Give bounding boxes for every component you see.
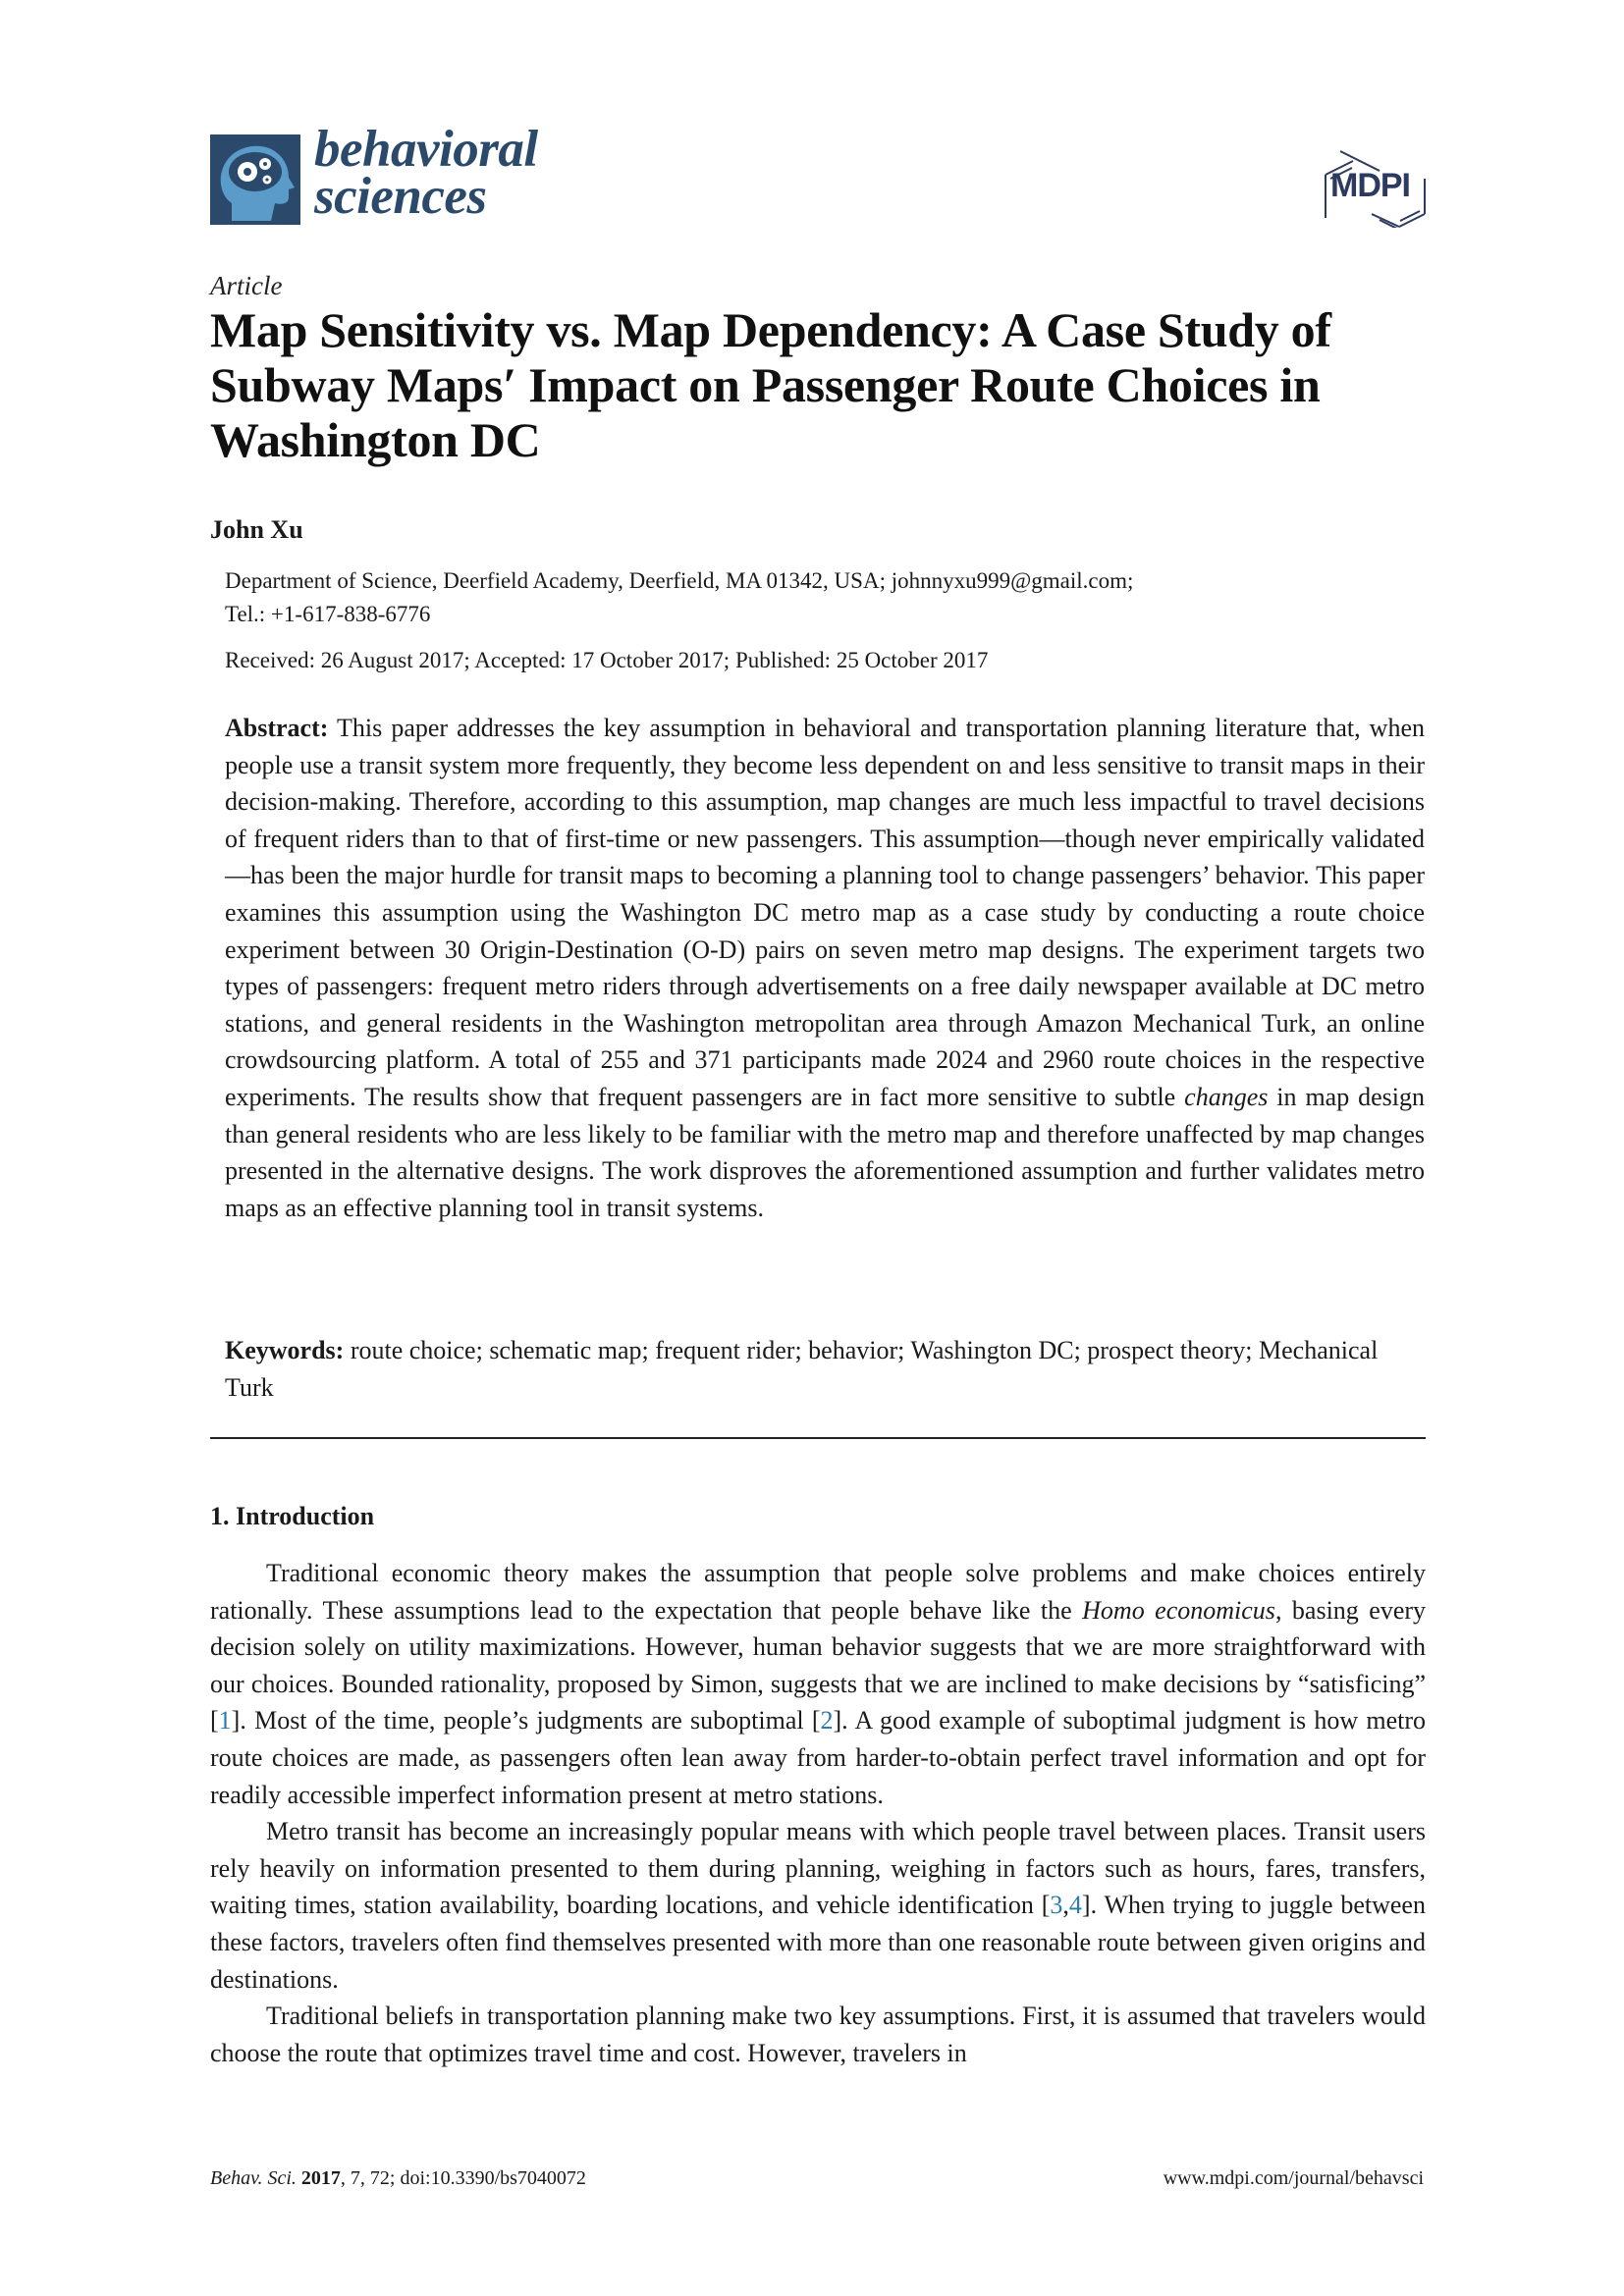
page-title: Map Sensitivity vs. Map Dependency: A Case Study of Subway Maps′ Impact on Passenger Route Choices in Washington DC [210, 302, 1331, 467]
journal-name-line1: behavioral [314, 121, 538, 178]
journal-logo [210, 134, 300, 225]
journal-name-line2: sciences [314, 168, 487, 225]
abstract-label: Abstract: [225, 714, 329, 742]
citation-link[interactable]: 1 [218, 1706, 232, 1735]
text: Metro transit has become an increasingly popular means with which people travel between places. Transit users rely heavily on information presented to them during planning, weighing in factors such as hours, fares, transfers, waiting times, station availability, boarding locations, and vehicle identification [ [210, 1817, 1426, 1920]
abstract-text-end: in map design than general residents who are less likely to be familiar with the metro map and therefore unaffected by map changes presented in the alternative designs. The work disproves the aforementioned assumption and further validates metro maps as an effective planning tool in transit systems. [225, 1082, 1426, 1222]
keywords [225, 1332, 1425, 1406]
publisher-name: MDPI [1330, 167, 1410, 204]
journal-abbrev: Behav. Sci. [210, 2167, 297, 2189]
keywords-text: route choice; schematic map; frequent rider; behavior; Washington DC; prospect theory; Mechanical Turk [225, 1336, 1379, 1402]
citation-link[interactable]: 4 [1068, 1891, 1082, 1920]
paragraph: Traditional beliefs in transportation planning make two key assumptions. First, it is assumed that travelers would choose the route that optimizes travel time and cost. However, travelers in [210, 2002, 1426, 2067]
publisher-logo [1301, 149, 1429, 228]
text: , basing every decision solely on utility maximizations. However, human behavior suggests that we are more straightforward with our choices. Bounded rationality, proposed by Simon, suggests that we are inclined to make decisions by “satisficing” [ [210, 1595, 1427, 1735]
citation-link[interactable]: 2 [820, 1706, 834, 1735]
section-divider [210, 1437, 1426, 1439]
text: ]. Most of the time, people’s judgments are suboptimal [ [231, 1706, 821, 1735]
emphasis: Homo economicus [1082, 1595, 1275, 1625]
year: 2017 [300, 2167, 341, 2189]
citation-footer [210, 2167, 586, 2190]
author-name: John Xu [210, 515, 303, 544]
publication-dates: Received: 26 August 2017; Accepted: 17 October 2017; Published: 25 October 2017 [225, 648, 989, 672]
text: , [1062, 1891, 1069, 1920]
head-with-gears-icon [210, 134, 300, 225]
introduction-body [210, 1555, 1426, 2071]
doi: , 7, 72; doi:10.3390/bs7040072 [340, 2167, 586, 2189]
keywords-label: Keywords: [225, 1336, 345, 1364]
text: ]. A good example of suboptimal judgment is how metro route choices are made, as passengers often lean away from harder-to-obtain perfect travel information and opt for readily accessible imperfect information present at metro stations. [210, 1706, 1426, 1809]
section-heading: 1. Introduction [210, 1502, 375, 1530]
journal-name [314, 121, 538, 225]
paragraph [210, 1555, 1426, 1813]
abstract-text: This paper addresses the key assumption in behavioral and transportation planning literature that, when people use a transit system more frequently, they become less dependent on and less sensitive to transit maps in their decision-making. Therefore, according to this assumption, map changes are much less impactful to travel decisions of frequent riders than to that of first-time or new passengers. This assumption—though never empirically validated—has been the major hurdle for transit maps to becoming a planning tool to change passengers’ behavior. This paper examines this assumption using the Washington DC metro map as a case study by conducting a route choice experiment between 30 Origin-Destination (O-D) pairs on seven metro map designs. The experiment targets two types of passengers: frequent metro riders through advertisements on a free daily newspaper available at DC metro stations, and general residents in the Washington metropolitan area through Amazon Mechanical Turk, an online crowdsourcing platform. A total of 255 and 371 participants made 2024 and 2960 route choices in the respective experiments. The results show that frequent passengers are in fact more sensitive to subtle [225, 714, 1426, 1111]
text: Traditional economic theory makes the assumption that people solve problems and make choices entirely rationally. These assumptions lead to the expectation that people behave like the [210, 1559, 1426, 1625]
author-affiliation [225, 564, 1452, 631]
phone-line: Tel.: +1-617-838-6776 [225, 602, 431, 626]
paragraph [210, 1813, 1426, 1998]
abstract [225, 710, 1425, 1226]
journal-url[interactable]: www.mdpi.com/journal/behavsci [1163, 2167, 1424, 2189]
affiliation-line: Department of Science, Deerfield Academy, Deerfield, MA 01342, USA; johnnyxu999@gmail.com; [225, 568, 1134, 593]
text: ]. When trying to juggle between these factors, travelers often find themselves presented with more than one reasonable route between given origins and destinations. [210, 1891, 1426, 1994]
article-type: Article [210, 271, 283, 300]
abstract-emphasis: changes [1184, 1082, 1269, 1111]
citation-link[interactable]: 3 [1050, 1891, 1063, 1920]
